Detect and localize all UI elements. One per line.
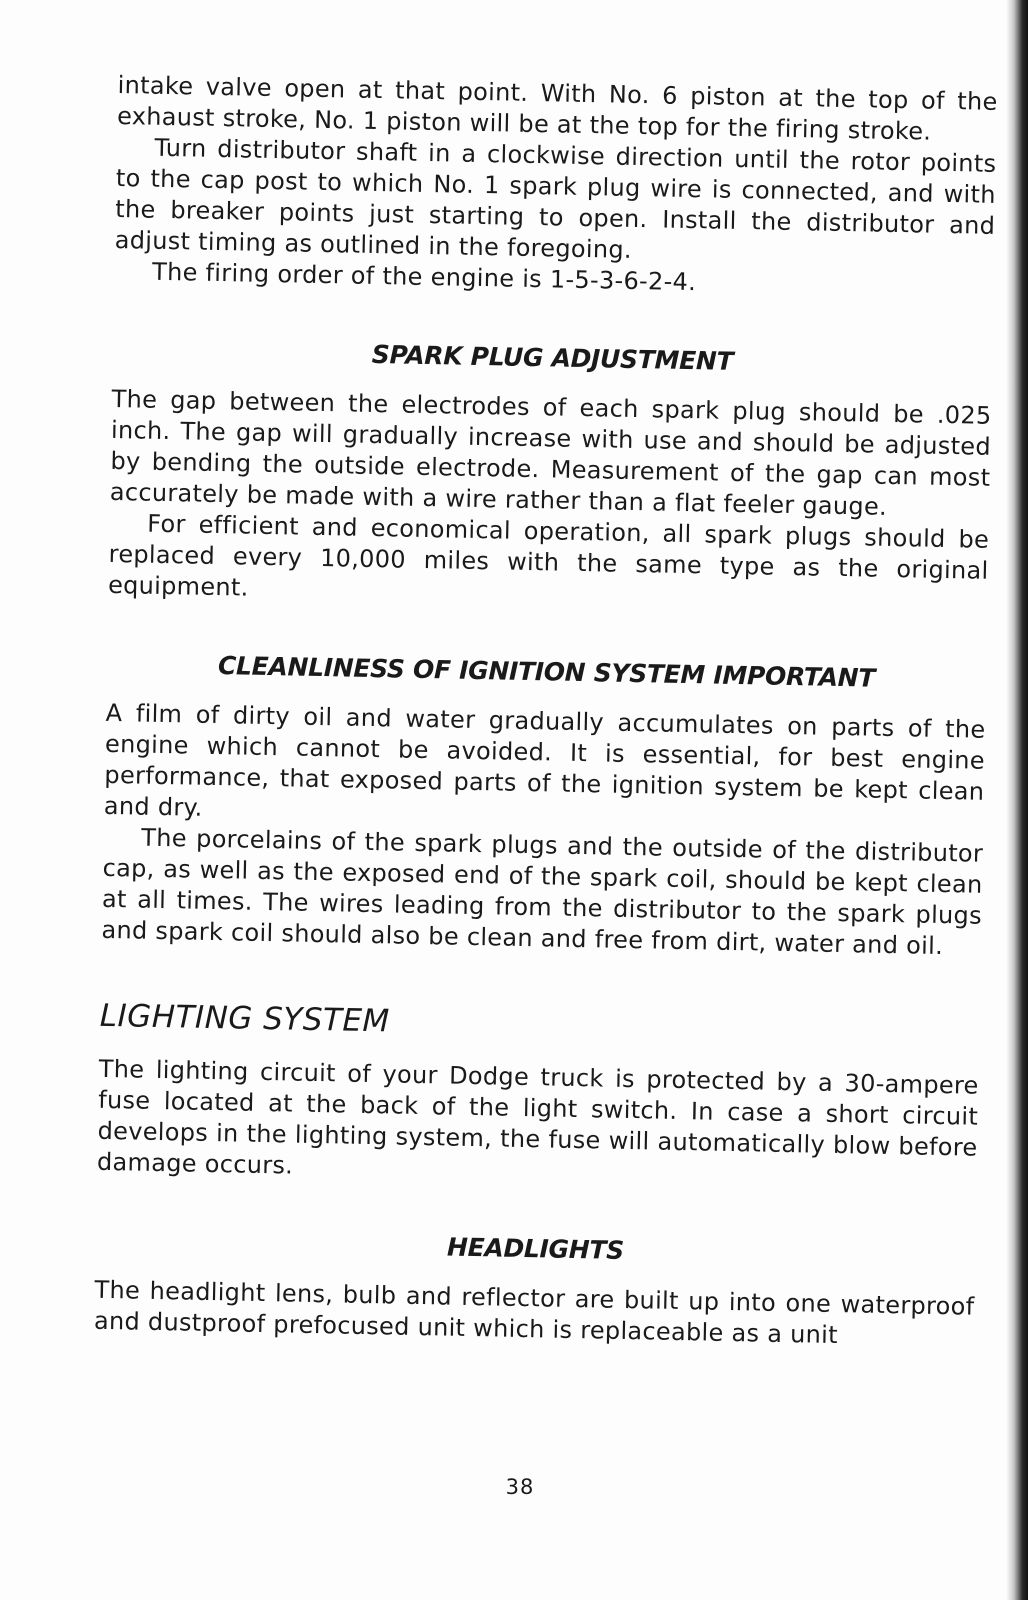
heading-cleanliness-ignition: CLEANLINESS OF IGNITION SYSTEM IMPORTANT bbox=[217, 651, 876, 693]
heading-lighting-system: LIGHTING SYSTEM bbox=[99, 997, 391, 1040]
heading-headlights: HEADLIGHTS bbox=[446, 1232, 625, 1265]
paragraph-distributor-shaft: Turn distributor shaft in a clockwise direction until the rotor points to the cap post to which No. 1 spark plug wire is connected, and with the breaker points just starting to open. Install the distributor and adjust timing as outlined in the foregoing. bbox=[114, 133, 997, 264]
paragraph-porcelains: The porcelains of the spark plugs and the outside of the distributor cap, as well as the exposed end of the spark coil, should be kept clean at all times. The wires leading from the distributor to the spark plugs and spark coil should also be clean and free from dirt, water and oil. bbox=[101, 823, 984, 960]
paragraph-spark-plug-gap: The gap between the electrodes of each spark plug should be .025 inch. The gap will gradually increase with use and should be adjusted by bending the outside electrode. Measurement of the gap can most accurately be made with a wire rather than a flat feeler gauge. bbox=[109, 384, 992, 521]
book-binding-edge bbox=[1006, 0, 1028, 1600]
paragraph-lighting-circuit: The lighting circuit of your Dodge truck is protected by a 30-ampere fuse located at the back of the light switch. In case a short circuit develops in the lighting system, the fuse will automatically blow before damage occurs. bbox=[96, 1054, 979, 1180]
page-number: 38 bbox=[505, 1475, 535, 1499]
paragraph-spark-plug-replacement: For efficient and economical operation, all spark plugs should be replaced every 10,000 miles with the same type as the original equipment. bbox=[107, 509, 990, 602]
paragraph-dirty-oil-film: A film of dirty oil and water gradually accumulates on parts of the engine which cannot be avoided. It is essential, for best engine performance, that exposed parts of the ignition system be kept clean and dry. bbox=[103, 698, 986, 822]
heading-spark-plug-adjustment: SPARK PLUG ADJUSTMENT bbox=[371, 339, 734, 376]
paragraph-intake-valve: intake valve open at that point. With No. 6 piston at the top of the exhaust stroke, No. 1 piston will be at the top for the firing stroke. bbox=[116, 70, 998, 146]
page-content bbox=[94, 70, 998, 1354]
paragraph-headlight-unit: The headlight lens, bulb and reflector are built up into one waterproof and dustproof prefocused unit which is replaceable as a unit bbox=[93, 1275, 975, 1350]
paragraph-firing-order: The firing order of the engine is 1-5-3-6-2-4. bbox=[151, 257, 697, 297]
